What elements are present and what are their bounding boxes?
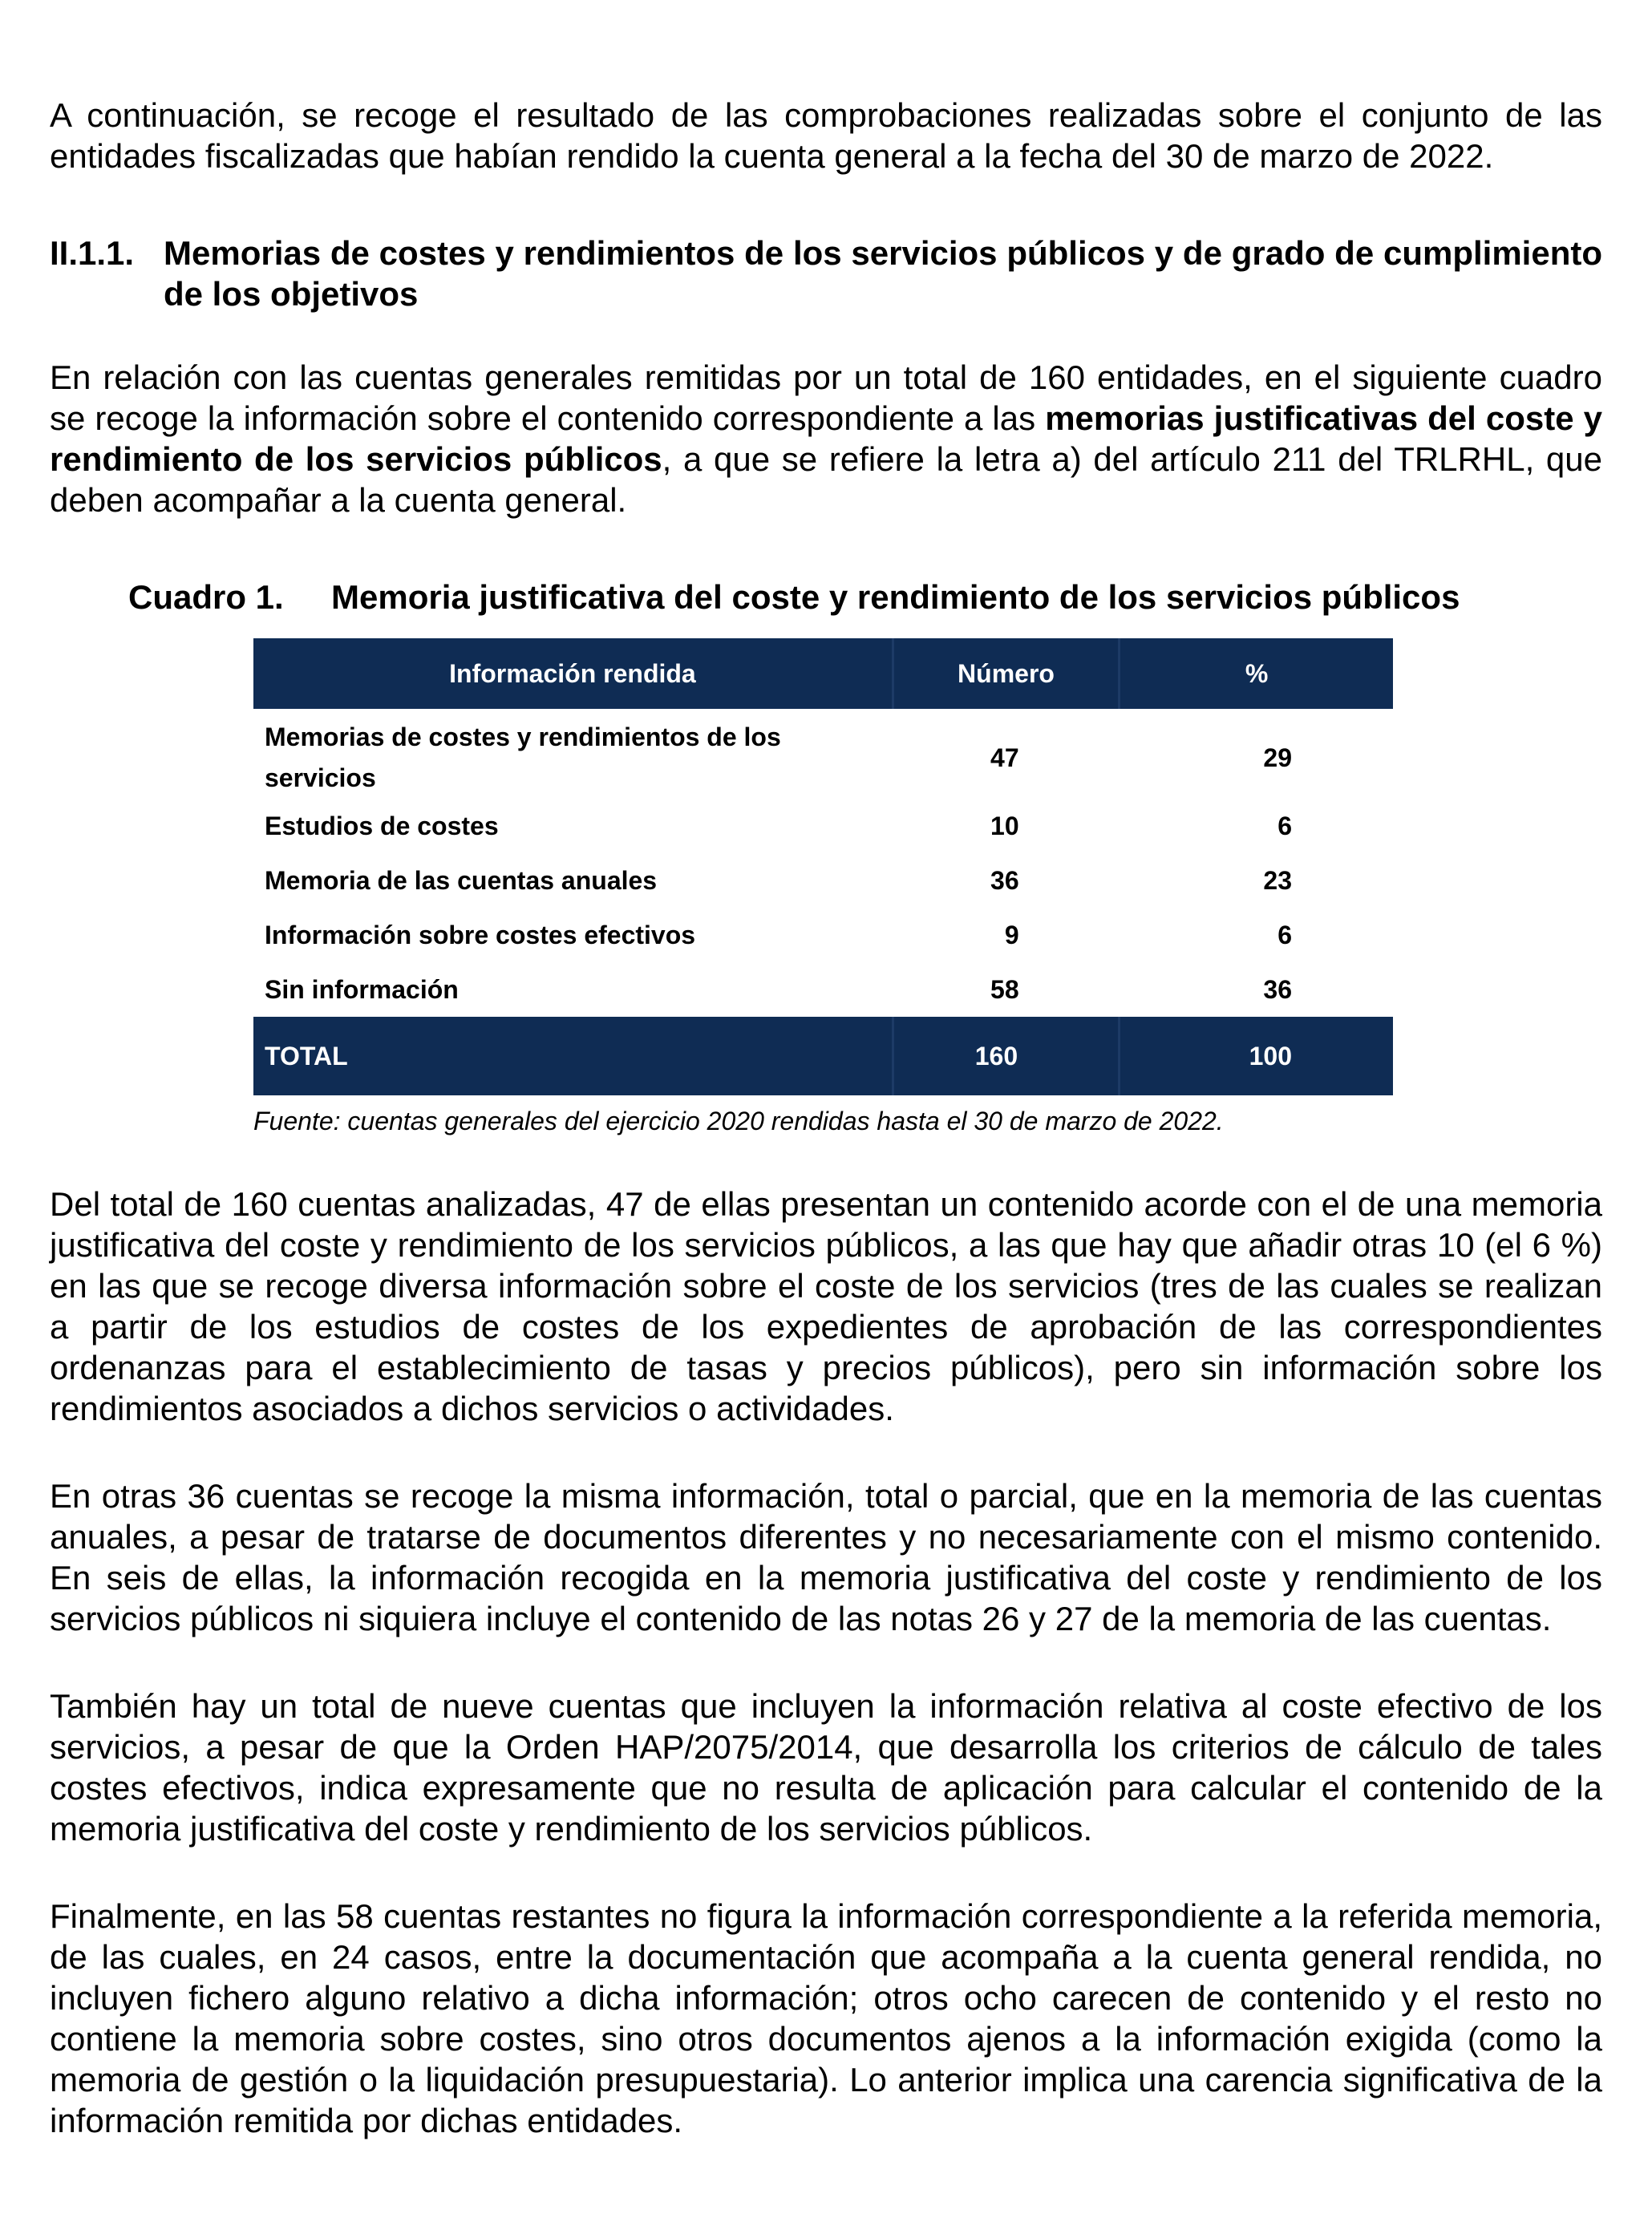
header-informacion: Información rendida: [253, 638, 893, 709]
paragraph-1-part1: En relación con las cuentas generales remitidas por un total de 160 entidades, en el siguiente cuadro se recoge la información sobre el contenido correspondiente a las: [50, 358, 1602, 437]
paragraph-4: También hay un total de nueve cuentas que incluyen la información relativa al coste efectivo de los servicios, a pesar de que la Orden HAP/2075/2014, que desarrolla los criterios de cálculo de tales costes efectivos, indica expresamente que no resulta de aplicación para calcular el contenido de la memoria justificativa del coste y rendimiento de los servicios públicos.: [50, 1687, 1602, 1848]
document-page: [50, 95, 1602, 2141]
row-label: Información sobre costes efectivos: [265, 920, 696, 949]
row-percent: 6: [1277, 811, 1292, 840]
row-percent: 36: [1263, 974, 1292, 1004]
total-label: TOTAL: [253, 1017, 893, 1095]
table-row: [253, 853, 1393, 908]
section-title: Memorias de costes y rendimientos de los servicios públicos y de grado de cumplimiento de los objetivos: [164, 234, 1602, 313]
total-number: 160: [893, 1017, 1119, 1095]
table-caption-number: Cuadro 1.: [128, 578, 284, 616]
paragraph-3: En otras 36 cuentas se recoge la misma información, total o parcial, que en la memoria de las cuentas anuales, a pesar de tratarse de documentos diferentes y no necesariamente con el mismo contenido. En seis de ellas, la información recogida en la memoria justificativa del coste y rendimiento de los servicios públicos ni siquiera incluye el contenido de las notas 26 y 27 de la memoria de las cuentas.: [50, 1477, 1602, 1637]
row-number: 9: [1004, 920, 1019, 949]
table-caption: [128, 577, 1602, 617]
intro-paragraph: A continuación, se recoge el resultado de las comprobaciones realizadas sobre el conjunto de las entidades fiscalizadas que habían rendido la cuenta general a la fecha del 30 de marzo de 2022.: [50, 96, 1602, 175]
row-number: 36: [990, 865, 1019, 895]
header-percent: %: [1120, 638, 1393, 709]
data-table: [253, 638, 1393, 1095]
section-heading: [50, 233, 1602, 314]
table-row: [253, 962, 1393, 1017]
table-row: [253, 799, 1393, 853]
section-number: II.1.1.: [50, 234, 135, 272]
table-source: Fuente: cuentas generales del ejercicio 2020 rendidas hasta el 30 de marzo de 2022.: [253, 1107, 1224, 1135]
row-label: Sin información: [265, 974, 459, 1004]
table-total-row: [253, 1017, 1393, 1095]
table-header-row: [253, 638, 1393, 709]
row-number: 58: [990, 974, 1019, 1004]
paragraph-1-part2: , a que se refiere la letra a) del artículo 211 del TRLRHL, que deben acompañar a la cuenta general.: [50, 440, 1603, 519]
table-caption-title: Memoria justificativa del coste y rendimiento de los servicios públicos: [331, 578, 1460, 616]
paragraph-2: Del total de 160 cuentas analizadas, 47 de ellas presentan un contenido acorde con el de una memoria justificativa del coste y rendimiento de los servicios públicos, a las que hay que añadir otras 10 (el 6 %) en las que se recoge diversa información sobre el coste de los servicios (tres de las cuales se realizan a partir de los estudios de costes de los expedientes de aprobación de las correspondientes ordenanzas para el establecimiento de tasas y precios públicos), pero sin información sobre los rendimientos asociados a dichos servicios o actividades.: [50, 1185, 1602, 1427]
table-row: [253, 709, 1393, 799]
row-percent: 29: [1263, 743, 1292, 772]
paragraph-5: Finalmente, en las 58 cuentas restantes no figura la información correspondiente a la referida memoria, de las cuales, en 24 casos, entre la documentación que acompaña a la cuenta general rendida, no incluyen fichero alguno relativo a dicha información; otros ocho carecen de contenido y el resto no contiene la memoria sobre costes, sino otros documentos ajenos a la información exigida (como la memoria de gestión o la liquidación presupuestaria). Lo anterior implica una carencia significativa de la información remitida por dichas entidades.: [50, 1897, 1602, 2139]
paragraph-1-bold: memorias justificativas del coste y rendimiento de los servicios públicos: [50, 399, 1603, 478]
row-percent: 6: [1277, 920, 1292, 949]
total-percent: 100: [1120, 1017, 1393, 1095]
row-label: Estudios de costes: [265, 811, 499, 840]
row-label: Memorias de costes y rendimientos de los servicios: [265, 722, 781, 792]
paragraph-1: [50, 357, 1602, 520]
row-label: Memoria de las cuentas anuales: [265, 865, 658, 895]
row-percent: 23: [1263, 865, 1292, 895]
row-number: 47: [990, 743, 1019, 772]
header-numero: Número: [893, 638, 1119, 709]
row-number: 10: [990, 811, 1019, 840]
table-row: [253, 908, 1393, 962]
